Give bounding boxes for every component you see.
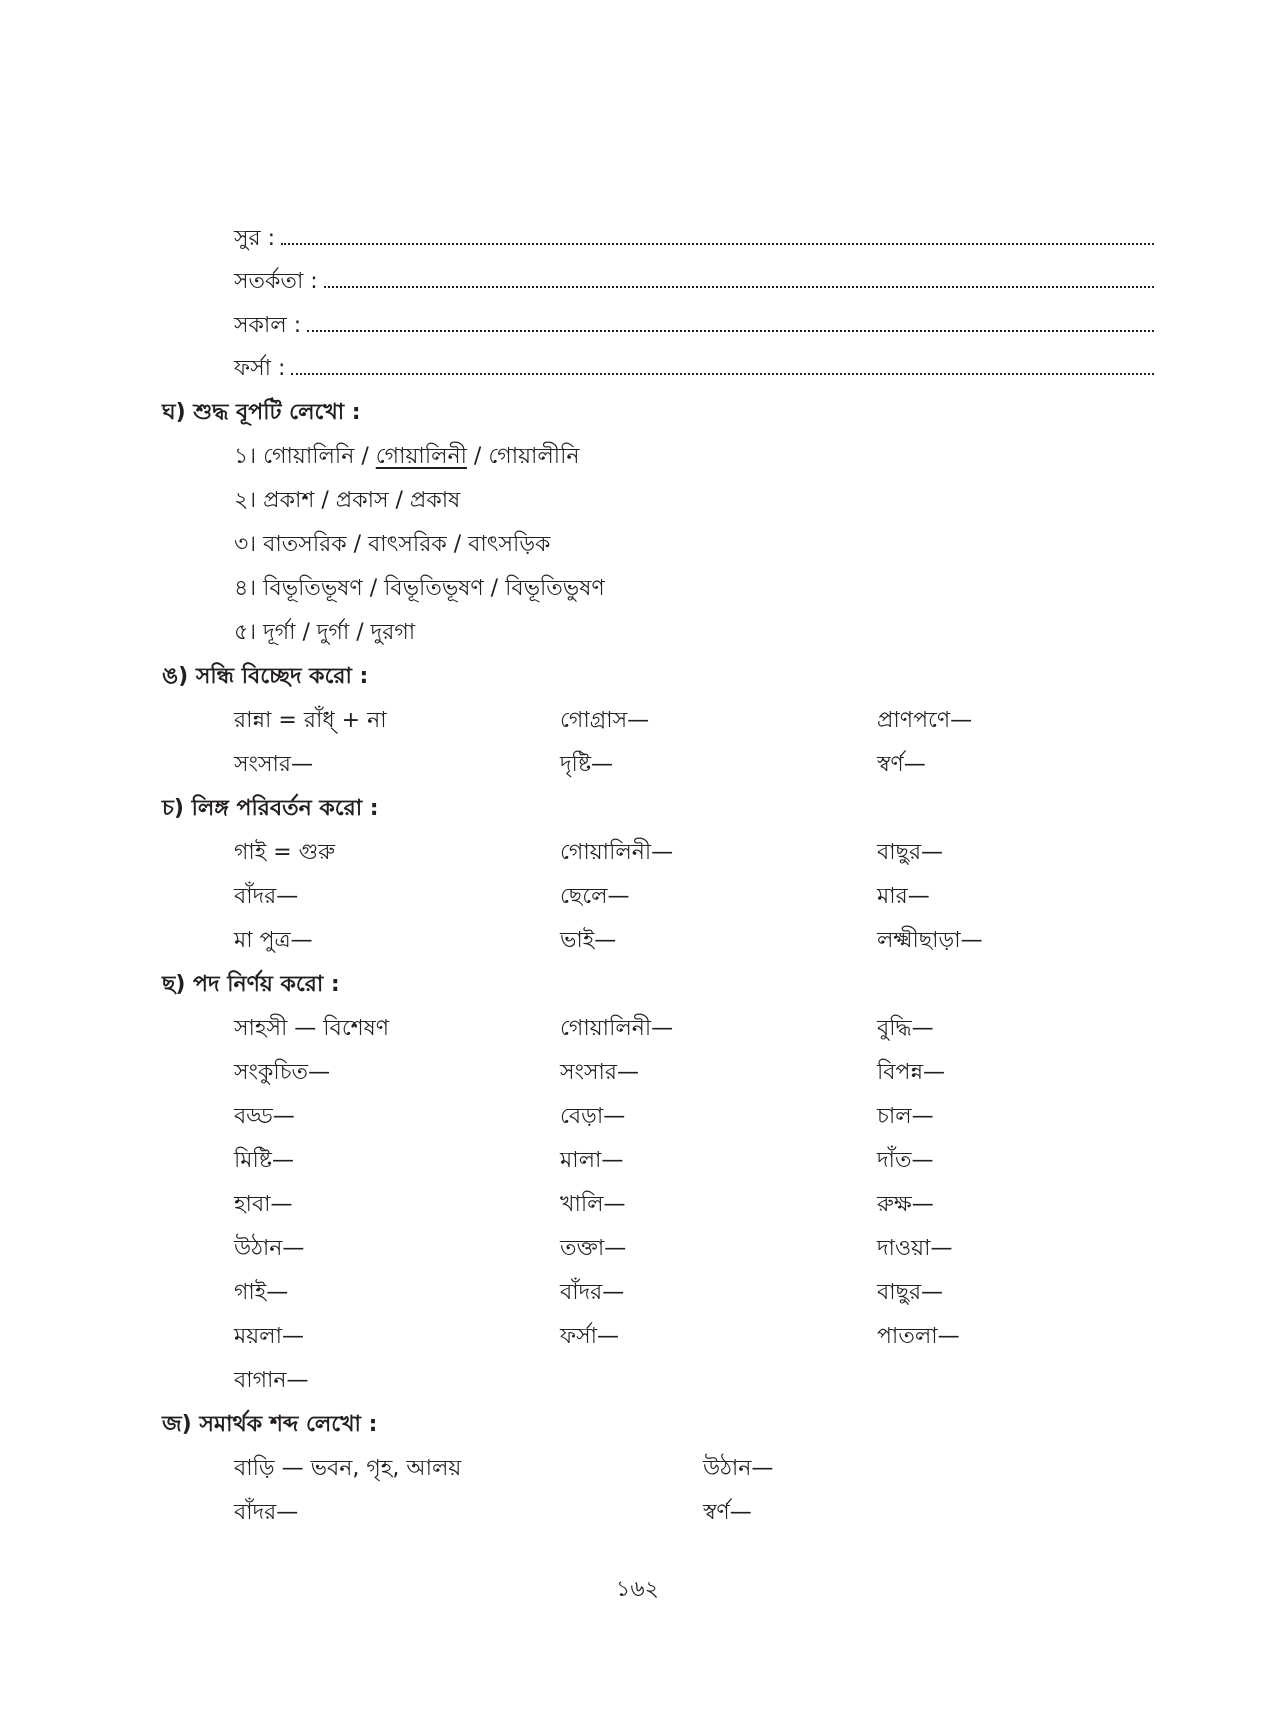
fill-line-forsha	[234, 354, 1154, 384]
item-number: ৪।	[234, 576, 257, 601]
option-text: বাতসরিক / বাৎসরিক / বাৎসড়িক	[263, 532, 551, 557]
section-heading-chha: ছ) পদ নির্ণয় করো :	[162, 972, 340, 997]
list-item: খালি—	[560, 1192, 626, 1217]
item-number: ২।	[234, 488, 257, 513]
option-text: গোয়ালীনি	[488, 444, 580, 469]
dotted-line	[324, 268, 1154, 288]
list-item: গোগ্রাস—	[560, 708, 650, 733]
list-item: বিপন্ন—	[877, 1060, 946, 1085]
fill-line-label: সুর :	[234, 226, 276, 251]
list-item: বাঁদর—	[234, 1500, 299, 1525]
fill-line-label: সতর্কতা :	[234, 269, 318, 294]
underlined-answer: গোয়ালিনী	[375, 444, 467, 469]
list-item: গাই = গুরু	[234, 840, 336, 865]
list-item: সংকুচিত—	[234, 1060, 331, 1085]
list-item: বাঁদর—	[234, 884, 299, 909]
list-item: স্বর্ণ—	[877, 752, 926, 777]
section-heading-gha: ঘ) শুদ্ধ বূপটি লেখো :	[162, 400, 361, 425]
dotted-line	[291, 355, 1154, 375]
option-text: প্রকাশ / প্রকাস / প্রকাষ	[263, 488, 461, 513]
list-item: হাবা—	[234, 1192, 293, 1217]
list-item: গোয়ালিনী—	[560, 1016, 674, 1041]
list-item	[234, 486, 460, 516]
fill-line-sakal	[234, 311, 1154, 341]
list-item: তক্তা—	[560, 1236, 627, 1261]
item-number: ৫।	[234, 620, 257, 645]
list-item: স্বর্ণ—	[703, 1500, 752, 1525]
section-heading-cha: চ) লিঙ্গ পরিবর্তন করো :	[162, 796, 379, 821]
list-item: বড্ড—	[234, 1104, 295, 1129]
list-item: বাগান—	[234, 1368, 309, 1393]
list-item: মার—	[877, 884, 930, 909]
list-item: সংসার—	[234, 752, 314, 777]
list-item: গোয়ালিনী—	[560, 840, 674, 865]
list-item: সংসার—	[560, 1060, 640, 1085]
list-item	[234, 530, 550, 560]
list-item	[234, 618, 415, 648]
list-item: উঠান—	[234, 1236, 305, 1261]
dotted-line	[281, 225, 1154, 245]
list-item: বেড়া—	[560, 1104, 626, 1129]
list-item: মিষ্টি—	[234, 1148, 294, 1173]
list-item: পাতলা—	[877, 1324, 960, 1349]
list-item: উঠান—	[703, 1456, 774, 1481]
list-item: ময়লা—	[234, 1324, 304, 1349]
list-item: ভাই—	[560, 928, 617, 953]
list-item: মা পুত্র—	[234, 928, 313, 953]
fill-line-label: সকাল :	[234, 313, 302, 338]
fill-line-sur	[234, 224, 1154, 254]
fill-line-satarkata	[234, 267, 1154, 297]
list-item: সাহসী — বিশেষণ	[234, 1016, 390, 1041]
list-item: বাছুর—	[877, 840, 944, 865]
list-item: মালা—	[560, 1148, 624, 1173]
section-heading-ja: জ) সমার্থক শব্দ লেখো :	[162, 1412, 378, 1437]
list-item: বাছুর—	[877, 1280, 944, 1305]
list-item: রান্না = রাঁধ্ + না	[234, 708, 387, 733]
item-number: ৩।	[234, 532, 257, 557]
item-number: ১।	[234, 444, 257, 469]
list-item: গাই—	[234, 1280, 289, 1305]
list-item	[234, 442, 580, 472]
list-item: ছেলে—	[560, 884, 630, 909]
option-text: বিভূতিভূষণ / বিভূতিভূষণ / বিভূতিভুষণ	[263, 576, 605, 601]
list-item: প্রাণপণে—	[877, 708, 973, 733]
list-item: বাড়ি — ভবন, গৃহ, আলয়	[234, 1456, 462, 1481]
option-text: দূর্গা / দুর্গা / দুরগা	[263, 620, 416, 645]
list-item: ফর্সা—	[560, 1324, 619, 1349]
fill-line-label: ফর্সা :	[234, 356, 286, 381]
list-item: দাওয়া—	[877, 1236, 953, 1261]
section-heading-umo: ঙ) সন্ধি বিচ্ছেদ করো :	[162, 664, 369, 689]
list-item: চাল—	[877, 1104, 934, 1129]
page-number: ১৬২	[616, 1577, 659, 1602]
option-text: গোয়ালিনি	[263, 444, 355, 469]
list-item: দাঁত—	[877, 1148, 934, 1173]
list-item: রুক্ষ—	[877, 1192, 934, 1217]
separator: /	[354, 444, 376, 469]
dotted-line	[307, 312, 1154, 332]
list-item: বুদ্ধি—	[877, 1016, 934, 1041]
separator: /	[466, 444, 489, 469]
list-item	[234, 574, 605, 604]
list-item: বাঁদর—	[560, 1280, 625, 1305]
list-item: দৃষ্টি—	[560, 752, 614, 777]
list-item: লক্ষ্মীছাড়া—	[877, 928, 983, 953]
